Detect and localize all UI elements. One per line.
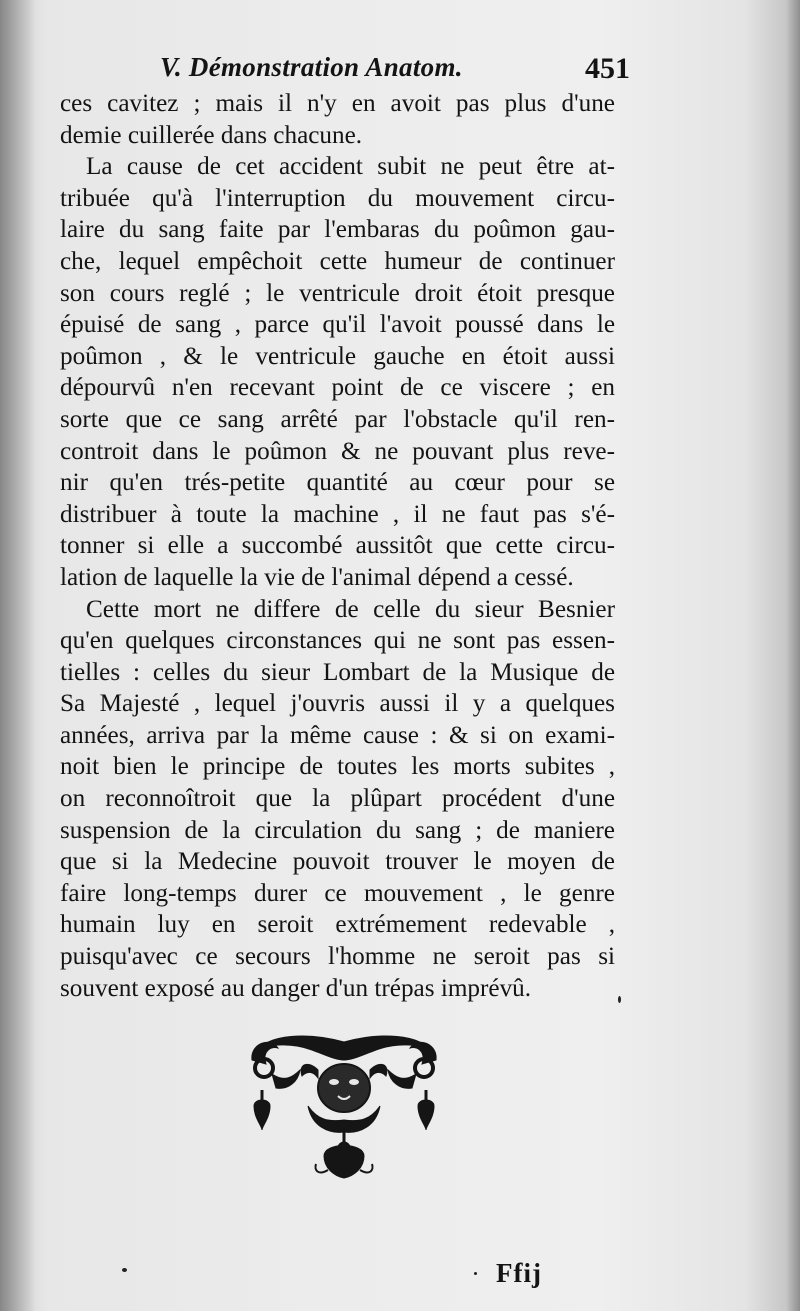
- text-line: suspension de la circulation du sang ; de maniere: [60, 816, 615, 844]
- text-line: lation de laquelle la vie de l'animal dépend a cessé.: [60, 563, 574, 591]
- tailpiece-ornament-icon: [248, 1030, 440, 1180]
- ink-speck: [474, 1272, 477, 1275]
- signature-mark: Ffij: [496, 1258, 542, 1288]
- gutter-shadow: [0, 0, 36, 1311]
- text-line: demie cuillerée dans chacune.: [60, 121, 363, 149]
- ink-speck: [618, 996, 621, 1003]
- text-line: années, arriva par la même cause : & si on exami-: [60, 721, 615, 749]
- body-text: [60, 88, 615, 1004]
- text-line: Cette mort ne differe de celle du sieur Besnier: [86, 595, 615, 623]
- text-line: épuisé de sang , parce qu'il l'avoit poussé dans le: [60, 311, 615, 339]
- text-line: tielles : celles du sieur Lombart de la Musique de: [60, 658, 615, 686]
- text-line: ces cavitez ; mais il n'y en avoit pas plus d'une: [60, 90, 615, 117]
- text-line: Sa Majesté , lequel j'ouvris aussi il y a quelques: [60, 690, 615, 718]
- running-title: V. Démonstration Anatom.: [160, 52, 463, 82]
- text-line: nir qu'en trés-petite quantité au cœur pour se: [60, 469, 615, 497]
- text-line: faire long-temps durer ce mouvement , le genre: [60, 879, 615, 907]
- text-line: che, lequel empêchoit cette humeur de continuer: [60, 247, 615, 275]
- paragraph-2: [60, 151, 615, 593]
- text-line: noit bien le principe de toutes les morts subites ,: [60, 753, 615, 781]
- text-line: distribuer à toute la machine , il ne faut pas s'é-: [60, 500, 615, 528]
- text-line: tribuée qu'à l'interruption du mouvement circu-: [60, 184, 615, 212]
- text-line: laire du sang faite par l'embaras du poûmon gau-: [60, 216, 615, 244]
- page-number: 451: [585, 52, 630, 85]
- page-header: [60, 48, 630, 92]
- text-line: on reconnoîtroit que la plûpart procédent d'une: [60, 785, 615, 813]
- paragraph-1: [60, 88, 615, 151]
- page-edge-shadow: [786, 0, 800, 1311]
- ink-speck: [122, 1268, 127, 1272]
- paragraph-3: [60, 594, 615, 1005]
- text-line: dépourvû n'en recevant point de ce viscere ; en: [60, 374, 615, 402]
- text-line: humain luy en seroit extrémement redevable ,: [60, 911, 615, 939]
- text-line: sorte que ce sang arrêté par l'obstacle qu'il ren-: [60, 405, 615, 433]
- text-line: que si la Medecine pouvoit trouver le moyen de: [60, 848, 615, 876]
- text-line: tonner si elle a succombé aussitôt que cette circu-: [60, 532, 615, 560]
- text-line: qu'en quelques circonstances qui ne sont pas essen-: [60, 627, 615, 655]
- text-line: La cause de cet accident subit ne peut être at-: [86, 153, 615, 181]
- text-line: controit dans le poûmon & ne pouvant plus reve-: [60, 437, 615, 465]
- text-line: puisqu'avec ce secours l'homme ne seroit pas si: [60, 943, 615, 971]
- text-line: son cours reglé ; le ventricule droit étoit presque: [60, 279, 615, 307]
- text-line: souvent exposé au danger d'un trépas imprévû.: [60, 974, 532, 1002]
- text-line: poûmon , & le ventricule gauche en étoit aussi: [60, 342, 615, 370]
